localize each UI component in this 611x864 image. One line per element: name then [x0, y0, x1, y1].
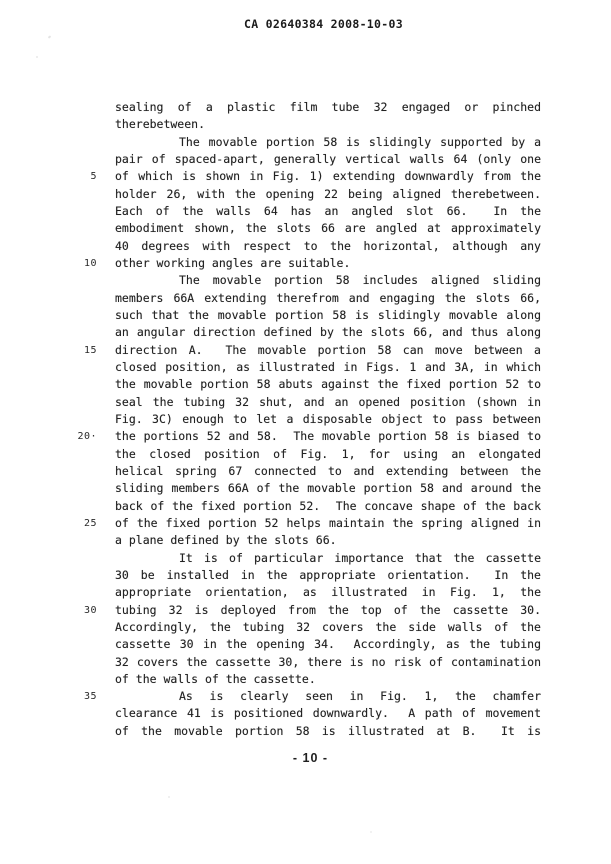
text-line-row	[115, 307, 541, 324]
margin-line-number: 15	[83, 344, 97, 356]
text-line-row	[115, 238, 541, 255]
margin-line-number: 5	[90, 171, 97, 183]
text-line: an angular direction defined by the slots 66, and thus along	[115, 325, 541, 340]
document-body	[77, 99, 541, 740]
text-line: sliding members 66A of the movable portion 58 and around the	[115, 481, 541, 496]
text-line-row	[83, 688, 541, 705]
text-line: Fig. 3C) enough to let a disposable object to pass between	[115, 411, 541, 426]
text-line-row	[115, 186, 541, 203]
scan-artifact	[168, 796, 170, 798]
text-line: The movable portion 58 is slidingly supported by a	[179, 134, 541, 149]
page-number: - 10 -	[292, 751, 329, 765]
margin-line-number: 30	[83, 604, 97, 616]
text-line: embodiment shown, the slots 66 are angled at approximately	[115, 221, 541, 236]
text-line: the closed position of Fig. 1, for using an elongated	[115, 446, 541, 461]
margin-line-number: 10	[83, 257, 97, 269]
text-line-row	[115, 446, 541, 463]
text-line: clearance 41 is positioned downwardly. A path of movement	[115, 706, 541, 721]
text-line-row	[115, 532, 541, 549]
text-line-row	[115, 394, 541, 411]
margin-line-number: 35	[83, 691, 97, 703]
text-line: As is clearly seen in Fig. 1, the chamfer	[179, 689, 541, 704]
page-footer	[0, 751, 611, 765]
text-line-row	[115, 272, 541, 289]
text-line-row	[115, 498, 541, 515]
text-line: members 66A extending therefrom and engaging the slots 66,	[115, 290, 541, 305]
text-line: appropriate orientation, as illustrated in Fig. 1, the	[115, 585, 541, 600]
text-line: of the walls of the cassette.	[115, 671, 316, 686]
text-line: tubing 32 is deployed from the top of the cassette 30.	[115, 602, 541, 617]
patent-scan-header: CA 02640384 2008-10-03	[244, 17, 403, 31]
text-line: pair of spaced-apart, generally vertical walls 64 (only one	[115, 151, 541, 166]
margin-line-number: 20·	[77, 431, 97, 443]
text-line: a plane defined by the slots 66.	[115, 533, 337, 548]
scan-artifact	[36, 56, 38, 58]
scan-artifact	[370, 831, 372, 833]
text-line: Each of the walls 64 has an angled slot 66. In the	[115, 203, 541, 218]
text-line-row	[90, 168, 541, 185]
scan-artifact	[48, 35, 52, 38]
text-line-row	[83, 342, 541, 359]
text-line: The movable portion 58 includes aligned sliding	[179, 273, 541, 288]
text-line-row	[115, 376, 541, 393]
text-line-row	[77, 428, 541, 445]
text-line-row	[115, 203, 541, 220]
text-line-row	[115, 134, 541, 151]
text-line: holder 26, with the opening 22 being aligned therebetween.	[115, 186, 541, 201]
text-line-row	[115, 220, 541, 237]
text-line: sealing of a plastic film tube 32 engaged or pinched	[115, 100, 541, 114]
text-line-row	[115, 636, 541, 653]
text-line-row	[115, 411, 541, 428]
text-line-row	[115, 567, 541, 584]
text-line: back of the fixed portion 52. The concave shape of the back	[115, 498, 541, 513]
text-line-row	[115, 151, 541, 168]
margin-line-number: 25	[83, 517, 97, 529]
text-line: helical spring 67 connected to and extending between the	[115, 463, 541, 478]
text-line: the movable portion 58 abuts against the fixed portion 52 to	[115, 377, 541, 392]
text-line-row	[115, 116, 541, 133]
text-line-row	[115, 359, 541, 376]
text-line: of the fixed portion 52 helps maintain the spring aligned in	[115, 515, 541, 530]
text-line-row	[115, 480, 541, 497]
text-line: cassette 30 in the opening 34. Accordingly, as the tubing	[115, 637, 541, 652]
text-line-row	[115, 723, 541, 740]
text-line: 30 be installed in the appropriate orientation. In the	[115, 567, 541, 582]
text-line: 40 degrees with respect to the horizontal, although any	[115, 238, 541, 253]
text-line-row	[115, 705, 541, 722]
text-line-row	[115, 324, 541, 341]
text-line-row	[115, 584, 541, 601]
text-line: of which is shown in Fig. 1) extending downwardly from the	[115, 169, 541, 184]
text-line-row	[115, 671, 541, 688]
text-line-row	[115, 550, 541, 567]
text-line-row	[115, 99, 541, 116]
text-line: the portions 52 and 58. The movable portion 58 is biased to	[115, 429, 541, 444]
text-line: seal the tubing 32 shut, and an opened position (shown in	[115, 394, 541, 409]
text-line-row	[115, 463, 541, 480]
text-line: of the movable portion 58 is illustrated at B. It is	[115, 723, 541, 738]
text-line: therebetween.	[115, 117, 206, 132]
text-line: It is of particular importance that the cassette	[179, 550, 541, 565]
text-line-row	[83, 602, 541, 619]
text-line-row	[115, 290, 541, 307]
text-line-row	[83, 515, 541, 532]
text-line: such that the movable portion 58 is slidingly movable along	[115, 307, 541, 322]
text-line: closed position, as illustrated in Figs. 1 and 3A, in which	[115, 359, 541, 374]
text-line-row	[83, 255, 541, 272]
text-line: 32 covers the cassette 30, there is no risk of contamination	[115, 654, 541, 669]
text-line: other working angles are suitable.	[115, 255, 351, 270]
text-line-row	[115, 619, 541, 636]
text-line: Accordingly, the tubing 32 covers the side walls of the	[115, 619, 541, 634]
text-line-row	[115, 654, 541, 671]
text-line: direction A. The movable portion 58 can move between a	[115, 342, 541, 357]
